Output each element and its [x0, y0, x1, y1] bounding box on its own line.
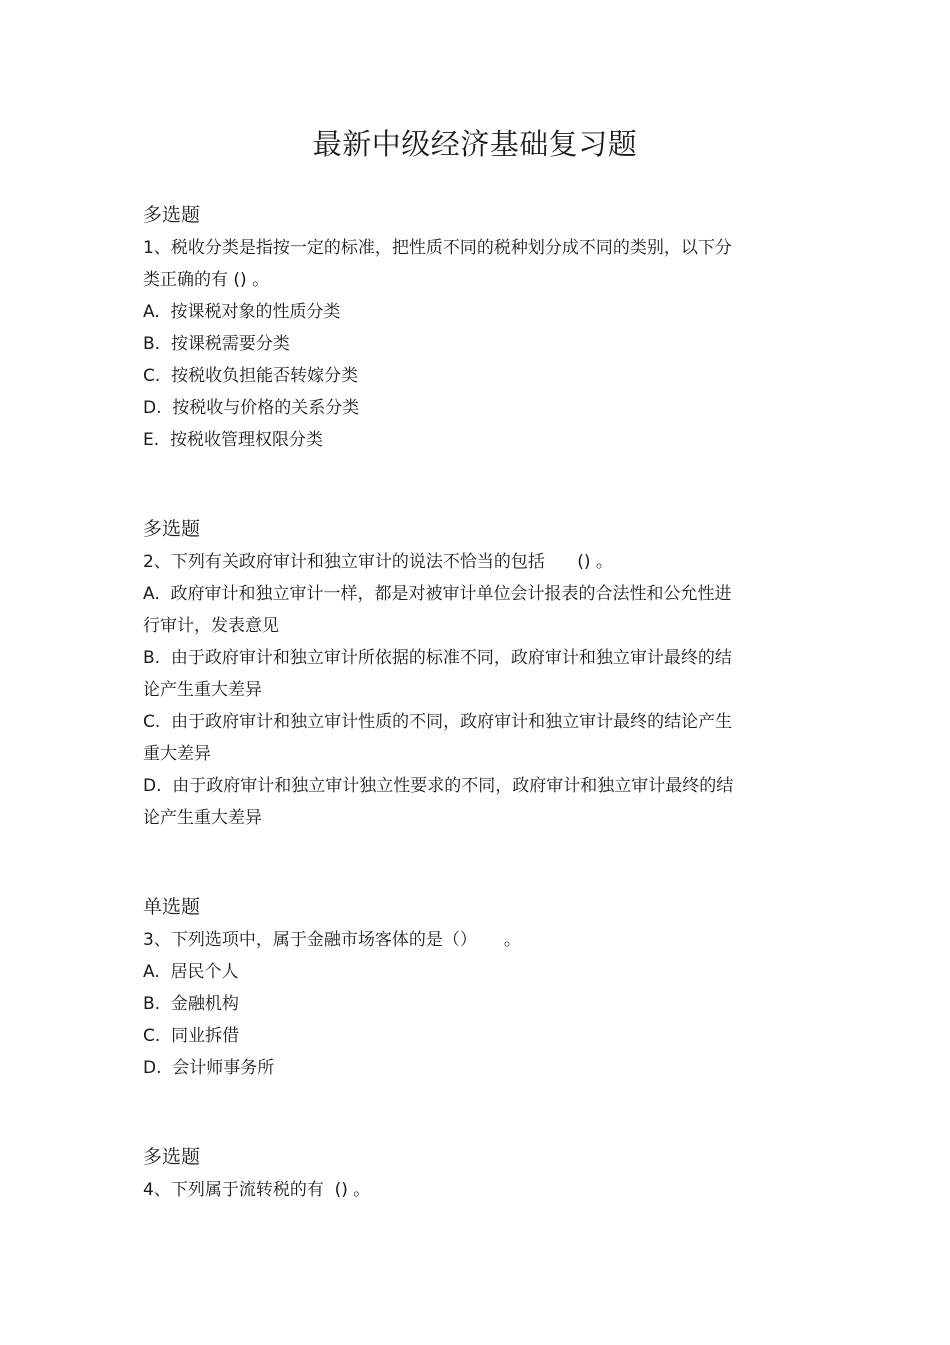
option-c: C. 同业拆借 — [143, 1026, 240, 1046]
option-d-continued: 论产生重大差异 — [143, 808, 262, 828]
option-c-continued: 重大差异 — [143, 744, 211, 764]
question-stem-line: 2、下列有关政府审计和独立审计的说法不恰当的包括 () 。 — [143, 552, 613, 572]
option-c: C. 由于政府审计和独立审计性质的不同，政府审计和独立审计最终的结论产生 — [143, 712, 733, 732]
option-d: D. 按税收与价格的关系分类 — [143, 398, 360, 418]
option-a-continued: 行审计，发表意见 — [143, 616, 279, 636]
option-d: D. 会计师事务所 — [143, 1058, 275, 1078]
option-b: B. 金融机构 — [143, 994, 239, 1014]
question-stem-line: 1、税收分类是指按一定的标准，把性质不同的税种划分成不同的类别，以下分 — [143, 238, 732, 258]
option-b-continued: 论产生重大差异 — [143, 680, 262, 700]
question-stem-line: 类正确的有 () 。 — [143, 270, 270, 290]
option-c: C. 按税收负担能否转嫁分类 — [143, 366, 359, 386]
question-block-1 — [143, 198, 768, 456]
spacer — [143, 1084, 768, 1140]
document-title: 最新中级经济基础复习题 — [312, 127, 638, 161]
spacer — [143, 834, 768, 890]
question-stem-line: 4、下列属于流转税的有 () 。 — [143, 1180, 371, 1200]
spacer — [143, 456, 768, 512]
option-b: B. 按课税需要分类 — [143, 334, 290, 354]
question-type: 多选题 — [143, 1146, 201, 1168]
option-d: D. 由于政府审计和独立审计独立性要求的不同，政府审计和独立审计最终的结 — [143, 776, 734, 796]
question-block-4 — [143, 1140, 768, 1206]
option-a: A. 居民个人 — [143, 962, 239, 982]
question-type: 多选题 — [143, 204, 201, 226]
option-a: A. 政府审计和独立审计一样，都是对被审计单位会计报表的合法性和公允性进 — [143, 584, 732, 604]
option-e: E. 按税收管理权限分类 — [143, 430, 323, 450]
document-body — [143, 198, 768, 1206]
question-stem-line: 3、下列选项中，属于金融市场客体的是（） 。 — [143, 930, 521, 950]
question-block-3 — [143, 890, 768, 1084]
question-type: 单选题 — [143, 896, 201, 918]
option-a: A. 按课税对象的性质分类 — [143, 302, 341, 322]
option-b: B. 由于政府审计和独立审计所依据的标准不同，政府审计和独立审计最终的结 — [143, 648, 732, 668]
question-type: 多选题 — [143, 518, 201, 540]
question-block-2 — [143, 512, 768, 834]
